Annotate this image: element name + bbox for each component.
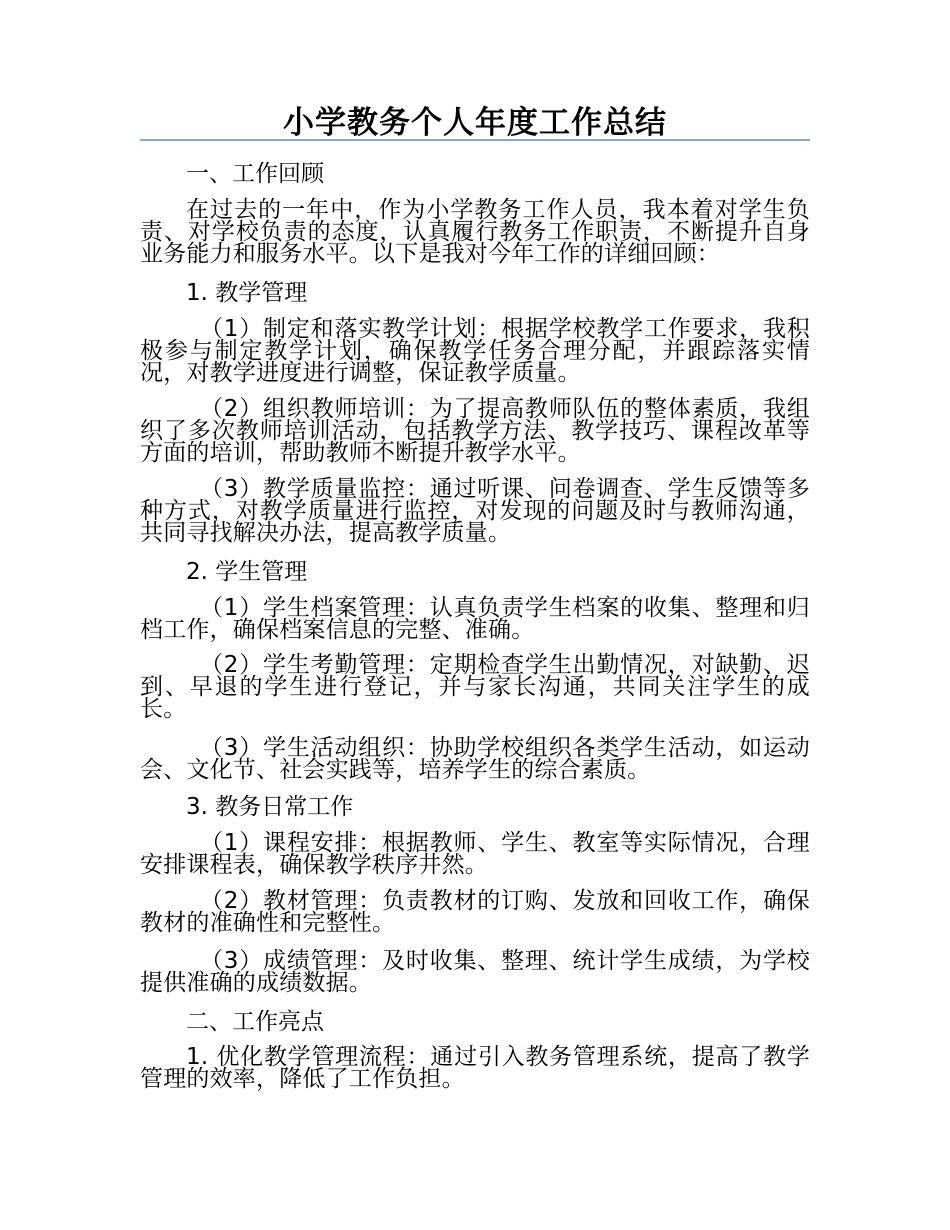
subheading-daily-work: 3. 教务日常工作: [186, 794, 354, 820]
paragraph-teaching-3: （3）教学质量监控：通过听课、问卷调查、学生反馈等多种方式，对教学质量进行监控，对发现的问题及时与教师沟通，共同寻找解决办法，提高教学质量。: [140, 476, 810, 546]
paragraph-teaching-2: （2）组织教师培训：为了提高教师队伍的整体素质，我组织了多次教师培训活动，包括教学方法、教学技巧、课程改革等方面的培训，帮助教师不断提升教学水平。: [140, 396, 810, 466]
paragraph-daily-2: （2）教材管理：负责教材的订购、发放和回收工作，确保教材的准确性和完整性。: [140, 888, 810, 936]
document-page: [140, 0, 810, 1230]
paragraph-students-1: （1）学生档案管理：认真负责学生档案的收集、整理和归档工作，确保档案信息的完整、准确。: [140, 595, 810, 643]
section-heading-review: 一、工作回顾: [186, 161, 324, 187]
paragraph-highlight-1: 1. 优化教学管理流程：通过引入教务管理系统，提高了教学管理的效率，降低了工作负担。: [140, 1044, 810, 1092]
paragraph-daily-3: （3）成绩管理：及时收集、整理、统计学生成绩，为学校提供准确的成绩数据。: [140, 948, 810, 996]
paragraph-daily-1: （1）课程安排：根据教师、学生、教室等实际情况，合理安排课程表，确保教学秩序井然。: [140, 830, 810, 878]
paragraph-teaching-1: （1）制定和落实教学计划：根据学校教学工作要求，我积极参与制定教学计划，确保教学任务合理分配，并跟踪落实情况，对教学进度进行调整，保证教学质量。: [140, 316, 810, 386]
section-heading-highlights: 二、工作亮点: [186, 1009, 324, 1035]
subheading-students: 2. 学生管理: [186, 559, 308, 585]
subheading-teaching: 1. 教学管理: [186, 280, 308, 306]
document-title: 小学教务个人年度工作总结: [283, 105, 667, 141]
paragraph-intro: 在过去的一年中，作为小学教务工作人员，我本着对学生负责、对学校负责的态度，认真履行教务工作职责，不断提升自身业务能力和服务水平。以下是我对今年工作的详细回顾：: [140, 197, 810, 267]
title-underline: [140, 139, 810, 141]
paragraph-students-2: （2）学生考勤管理：定期检查学生出勤情况，对缺勤、迟到、早退的学生进行登记，并与家长沟通，共同关注学生的成长。: [140, 652, 810, 722]
paragraph-students-3: （3）学生活动组织：协助学校组织各类学生活动，如运动会、文化节、社会实践等，培养学生的综合素质。: [140, 735, 810, 783]
